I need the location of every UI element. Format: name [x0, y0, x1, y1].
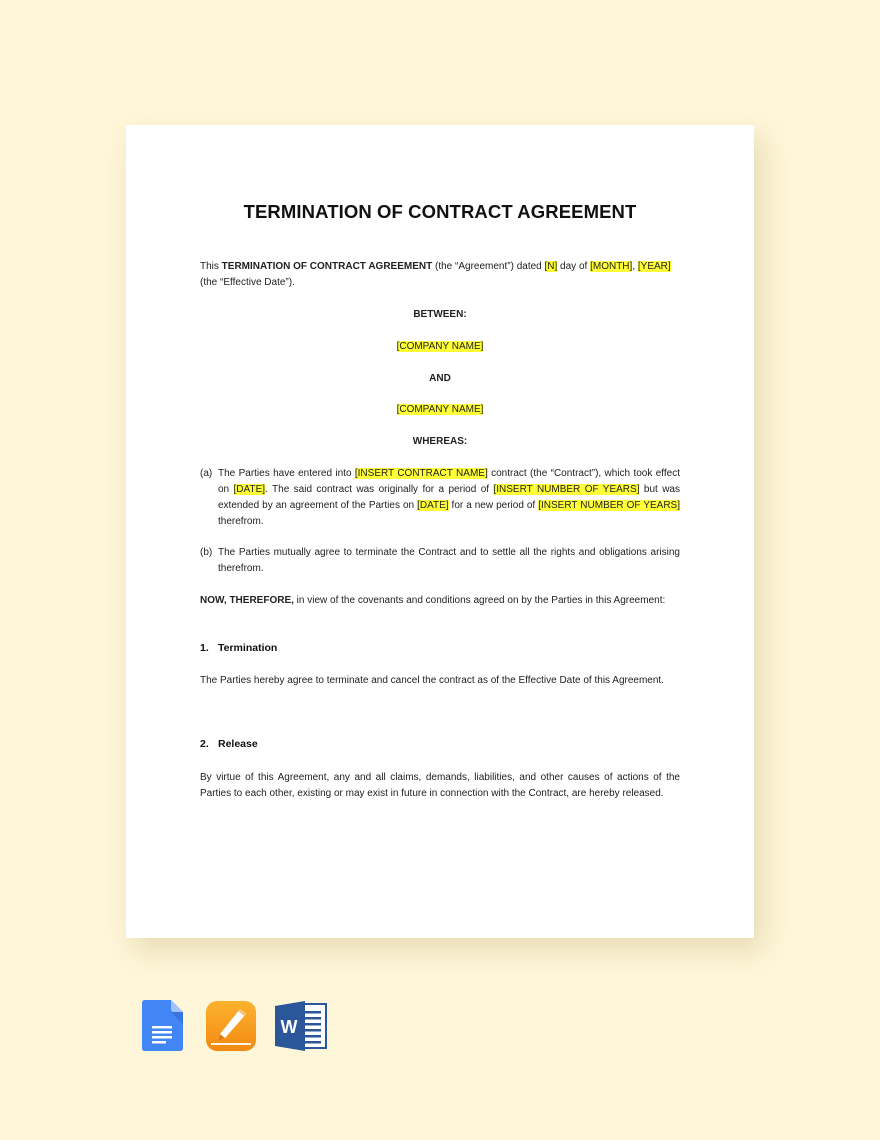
years-placeholder: [INSERT NUMBER OF YEARS] — [493, 484, 640, 495]
word-letter: W — [280, 1017, 298, 1037]
intro-paragraph: This TERMINATION OF CONTRACT AGREEMENT (the “Agreement”) dated [N] day of [MONTH], [YEAR] (the “Effective Date”). — [200, 261, 671, 288]
clause-a: (a) The Parties have entered into [INSERT CONTRACT NAME] contract (the “Contract”), which took effect on [DATE]. The said contract was originally for a period of [INSERT NUMBER OF YEARS] but was extended by an agreement of the Parties on [DATE] for a new period of [INSERT NUMBER OF YEARS] therefrom. — [200, 468, 680, 527]
clause-b-text: The Parties mutually agree to terminate the Contract and to settle all the rights and obligations arising therefrom. — [218, 547, 680, 574]
google-docs-icon[interactable] — [142, 1000, 183, 1056]
party2-placeholder: [COMPANY NAME] — [396, 404, 484, 415]
section-2-body: By virtue of this Agreement, any and all claims, demands, liabilities, and other causes of actions of the Parties to each other, existing or may exist in future in connection with the Contract, are hereby released. — [200, 772, 680, 799]
section-1-body: The Parties hereby agree to terminate and cancel the contract as of the Effective Date of this Agreement. — [200, 675, 664, 686]
month-placeholder: [MONTH] — [590, 261, 633, 272]
years-placeholder: [INSERT NUMBER OF YEARS] — [538, 500, 680, 511]
day-placeholder: [N] — [544, 261, 558, 272]
section-1-heading: 1. Termination — [200, 642, 278, 654]
clause-a-label: (a) — [200, 468, 213, 479]
clause-b — [200, 545, 680, 577]
contract-name-placeholder: [INSERT CONTRACT NAME] — [354, 468, 488, 479]
agreement-name: TERMINATION OF CONTRACT AGREEMENT — [221, 261, 433, 272]
clause-b-label: (b) — [200, 547, 213, 558]
date-placeholder: [DATE] — [233, 484, 266, 495]
whereas-label: WHEREAS: — [412, 436, 468, 447]
date-placeholder: [DATE] — [417, 500, 449, 511]
party1-placeholder: [COMPANY NAME] — [396, 341, 484, 352]
and-label: AND — [429, 373, 451, 384]
between-label: BETWEEN: — [413, 309, 467, 320]
apple-pages-icon[interactable] — [206, 1001, 256, 1056]
microsoft-word-icon[interactable] — [275, 1001, 327, 1056]
year-placeholder: [YEAR] — [637, 261, 671, 272]
now-therefore-paragraph: NOW, THEREFORE, in view of the covenants and conditions agreed on by the Parties in this Agreement: — [200, 595, 666, 606]
document-page — [126, 125, 754, 938]
document-title: TERMINATION OF CONTRACT AGREEMENT — [243, 201, 637, 222]
section-2-heading: 2. Release — [200, 738, 258, 750]
